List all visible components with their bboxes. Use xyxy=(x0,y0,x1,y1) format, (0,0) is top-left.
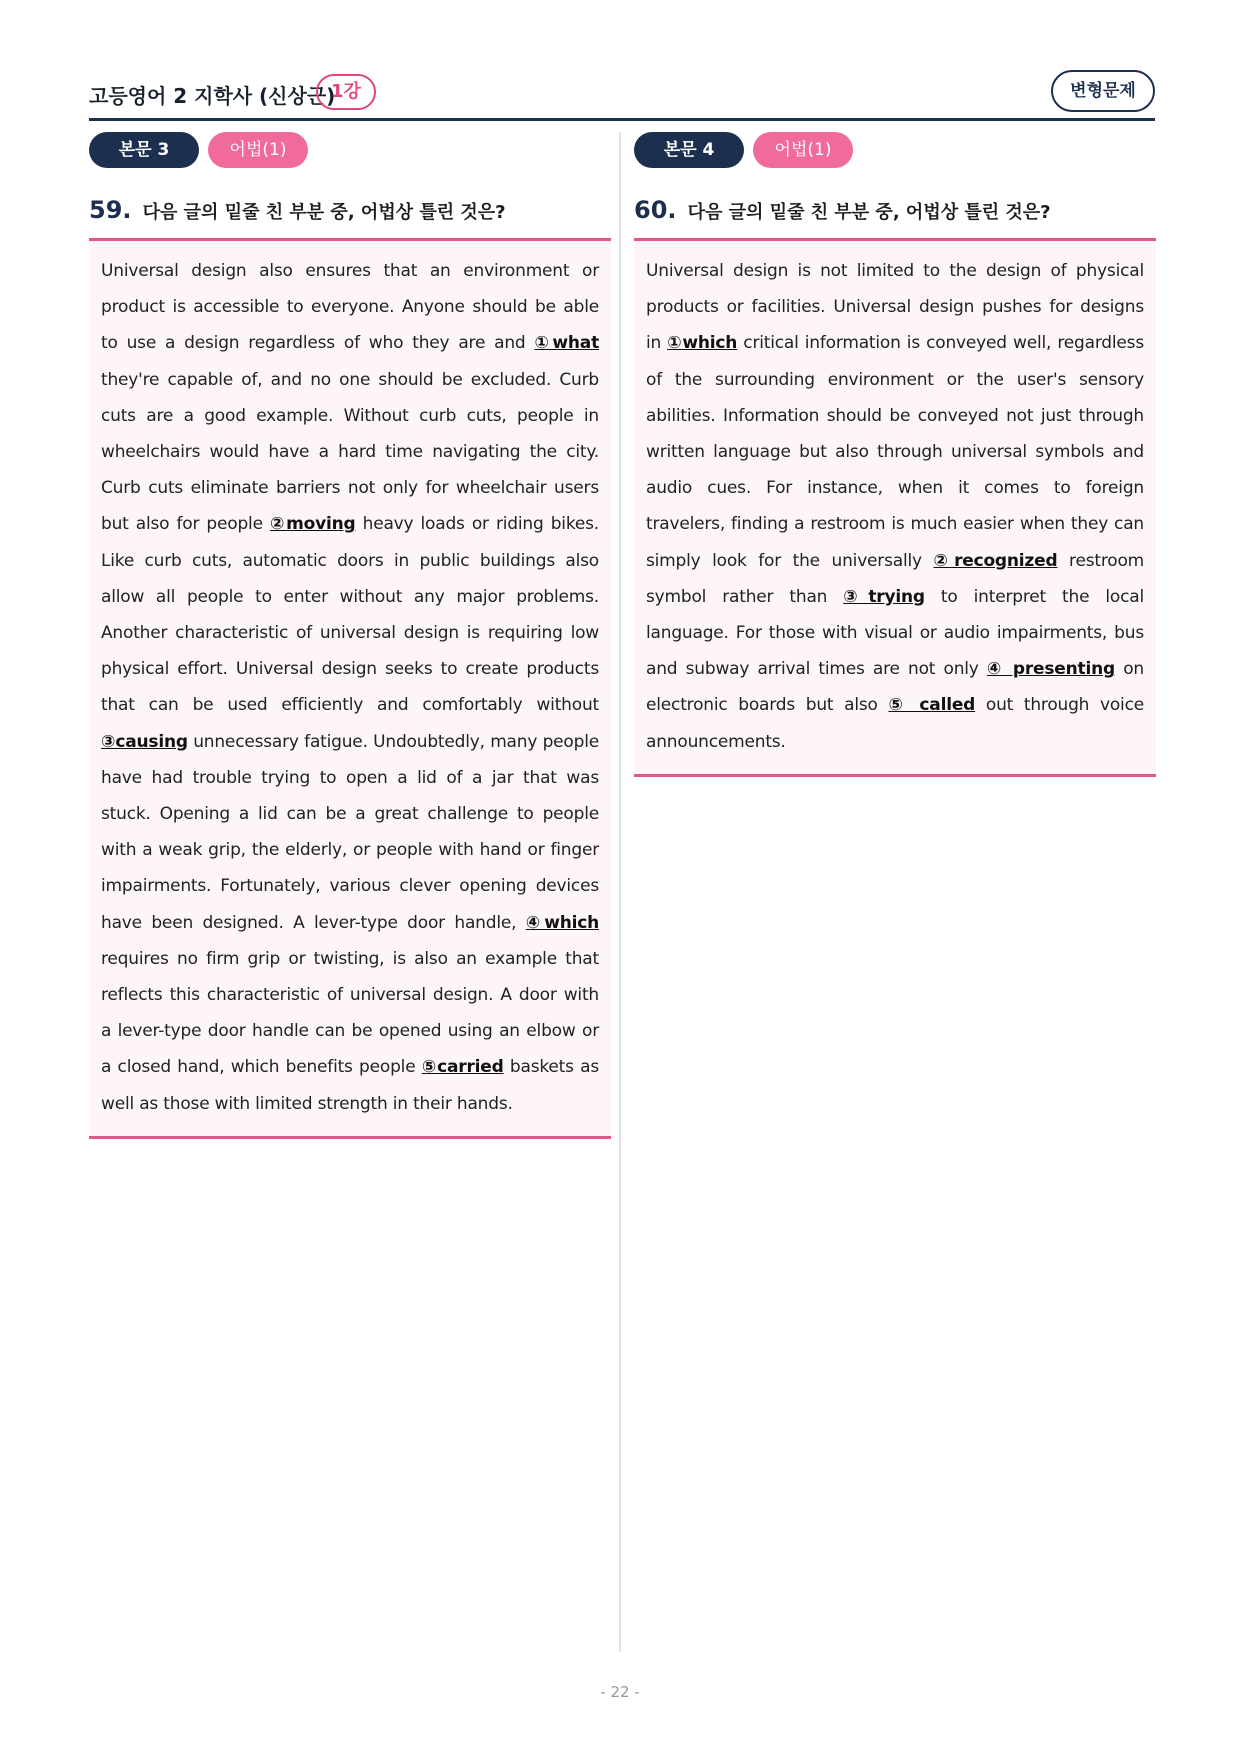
underlined-option: ③trying xyxy=(843,586,925,607)
page-header xyxy=(89,72,1155,120)
underlined-option: ⑤ called xyxy=(888,695,976,716)
book-title: 고등영어 2 지학사 (신상근) xyxy=(89,84,336,108)
question-number: 60. xyxy=(634,196,677,224)
underlined-option: ①what xyxy=(534,333,599,354)
text-number-tag: 본문 4 xyxy=(634,132,744,168)
section-tags xyxy=(634,132,1156,168)
passage-text: Universal design is not limited to the design of physical products or facilities. Universal design pushes for designs in ①which critical information is conveyed well, regardless of the surrounding environment or the user's sensory abilities. Information should be conveyed not just through written language but also through universal symbols and audio cues. For instance, when it comes to foreign travelers, finding a restroom is much easier when they can simply look for the universally ②recognized restroom symbol rather than ③trying to interpret the local language. For those with visual or audio impairments, bus and subway arrival times are not only ④ presenting on electronic boards but also ⑤ called out through voice announcements. xyxy=(646,261,1145,752)
underlined-option: ②moving xyxy=(269,514,356,535)
question-type-badge: 변형문제 xyxy=(1051,70,1155,112)
question-number: 59. xyxy=(89,196,132,224)
underlined-option: ②recognized xyxy=(933,550,1058,571)
passage-box xyxy=(634,238,1156,777)
text-number-tag: 본문 3 xyxy=(89,132,199,168)
underlined-option: ③causing xyxy=(101,731,188,752)
passage-box xyxy=(89,238,611,1139)
right-column xyxy=(634,132,1156,777)
question-prompt: 다음 글의 밑줄 친 부분 중, 어법상 틀린 것은? xyxy=(142,202,506,223)
underlined-option: ①which xyxy=(667,333,738,354)
question-prompt: 다음 글의 밑줄 친 부분 중, 어법상 틀린 것은? xyxy=(687,202,1051,223)
question-59 xyxy=(89,196,611,230)
question-60 xyxy=(634,196,1156,230)
page-number: - 22 - xyxy=(600,1683,640,1701)
section-tags xyxy=(89,132,611,168)
grammar-tag: 어법(1) xyxy=(753,132,853,168)
header-divider xyxy=(89,118,1155,121)
passage-text: Universal design also ensures that an environment or product is accessible to everyone. Anyone should be able to use a design regardless of who they are and ①what they're capable of, and no one should be excluded. Curb cuts are a good example. Without curb cuts, people in wheelchairs would have a hard time navigating the city. Curb cuts eliminate barriers not only for wheelchair users but also for people ②moving heavy loads or riding bikes. Like curb cuts, automatic doors in public buildings also allow all people to enter without any major problems. Another characteristic of universal design is requiring low physical effort. Universal design seeks to create products that can be used efficiently and comfortably without ③causing unnecessary fatigue. Undoubtedly, many people have had trouble trying to open a lid of a jar that was stuck. Opening a lid can be a great challenge to people with a weak grip, the elderly, or people with hand or finger impairments. Fortunately, various clever opening devices have been designed. A lever-type door handle, ④which requires no firm grip or twisting, is also an example that reflects this characteristic of universal design. A door with a lever-type door handle can be opened using an elbow or a closed hand, which benefits people ⑤carried baskets as well as those with limited strength in their hands. xyxy=(101,261,600,1114)
column-divider xyxy=(619,132,621,1652)
underlined-option: ⑤carried xyxy=(421,1057,504,1078)
lesson-badge: 1강 xyxy=(316,74,376,110)
underlined-option: ④ presenting xyxy=(986,659,1115,680)
left-column xyxy=(89,132,611,1139)
underlined-option: ④which xyxy=(525,912,600,933)
grammar-tag: 어법(1) xyxy=(208,132,308,168)
